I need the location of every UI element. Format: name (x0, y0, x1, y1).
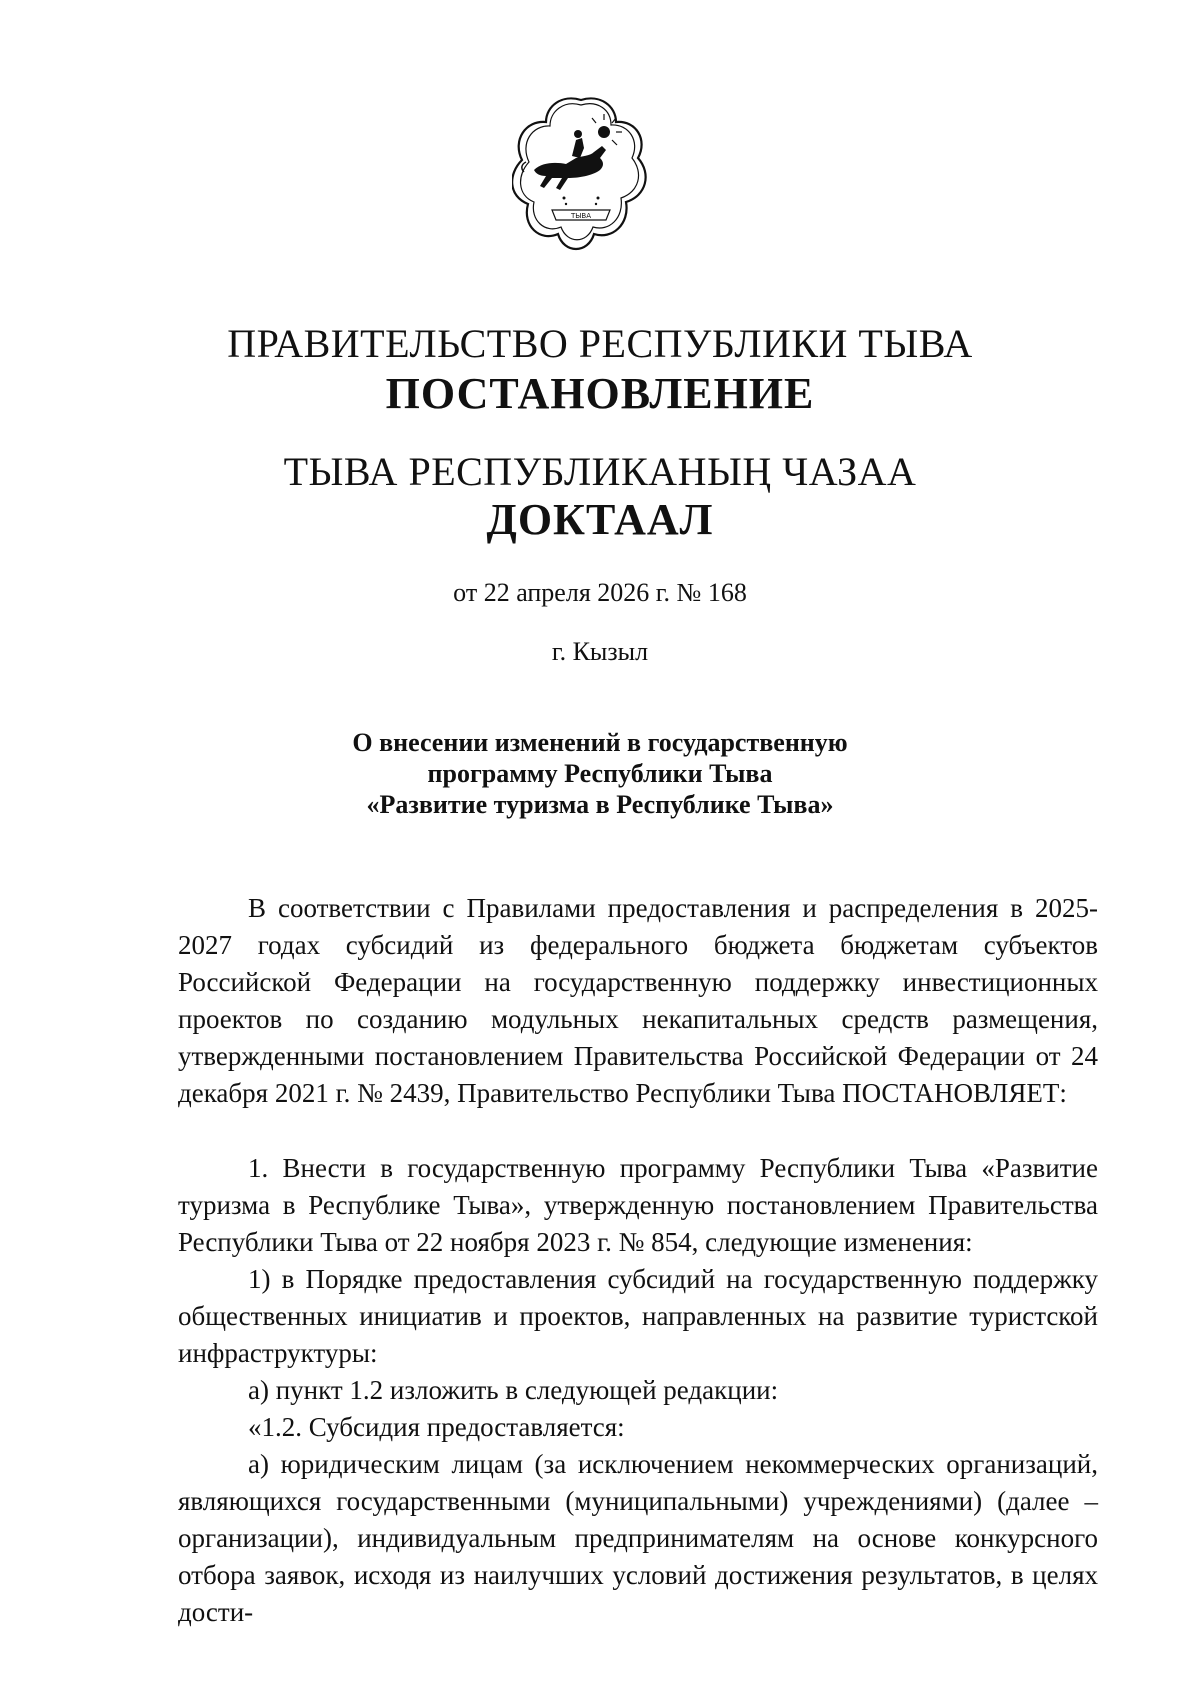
quoted-clause-paragraph: «1.2. Субсидия предоставляется: (248, 1412, 625, 1442)
emblem-ribbon-text: ТЫВА (570, 212, 592, 220)
date-and-number: от 22 апреля 2026 г. № 168 (453, 578, 747, 607)
act-type-tyv: ДОКТААЛ (486, 495, 714, 544)
coat-of-arms-icon (512, 92, 650, 260)
subject-line: О внесении изменений в государственную (352, 728, 848, 757)
subject-line: программу Республики Тыва (427, 759, 773, 788)
document-body (178, 890, 1098, 1631)
subclause-paragraph: 1) в Порядке предоставления субсидий на государственную поддержку общественных инициатив и проектов, направленных на развитие туристской инфраструктуры: (178, 1264, 1098, 1368)
city: г. Кызыл (551, 637, 649, 666)
act-type-ru: ПОСТАНОВЛЕНИЕ (385, 369, 815, 418)
clause-1-paragraph: 1. Внести в государственную программу Республики Тыва «Развитие туризма в Республике Тыва», утвержденную постановлением Правительства Республики Тыва от 22 ноября 2023 г. № 854, следующие изменения: (178, 1153, 1098, 1257)
document-subject (0, 727, 1200, 820)
government-title-ru: ПРАВИТЕЛЬСТВО РЕСПУБЛИКИ ТЫВА (227, 321, 973, 366)
preamble-paragraph: В соответствии с Правилами предоставления и распределения в 2025-2027 годах субсидий из федерального бюджета бюджетам субъектов Российской Федерации на государственную поддержку инвестиционных проектов по созданию модульных некапитальных средств размещения, утвержденными постановлением Правительства Российской Федерации от 24 декабря 2021 г. № 2439, Правительство Республики Тыва ПОСТАНОВЛЯЕТ: (178, 893, 1098, 1108)
subclause-paragraph: а) пункт 1.2 изложить в следующей редакции: (248, 1375, 779, 1405)
subclause-paragraph: а) юридическим лицам (за исключением некоммерческих организаций, являющихся государственными (муниципальными) учреждениями) (далее – организации), индивидуальным предпринимателям на основе конкурсного отбора заявок, исходя из наилучших условий достижения результатов, в целях дости- (178, 1449, 1098, 1627)
subject-line: «Развитие туризма в Республике Тыва» (366, 790, 834, 819)
government-title-tyv: ТЫВА РЕСПУБЛИКАНЫҢ ЧАЗАА (283, 449, 917, 494)
